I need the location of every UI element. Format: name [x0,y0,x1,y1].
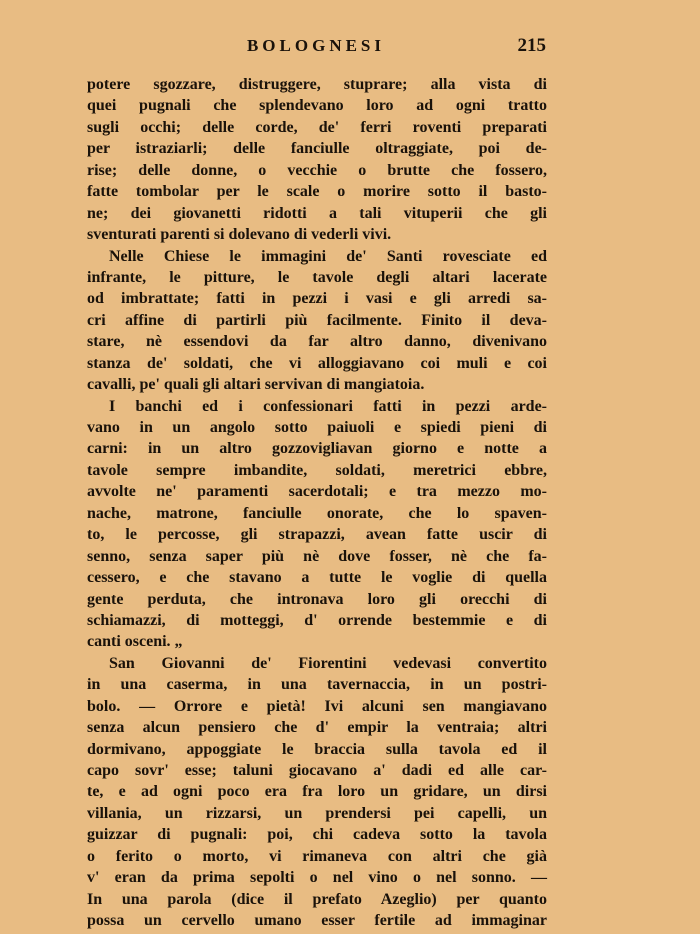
text-line: tavole sempre imbandite, soldati, meretrici ebbre, [87,461,547,479]
text-line: o ferito o morto, vi rimaneva con altri che già [87,847,547,865]
text-line: te, e ad ogni poco era fra loro un gridare, un dirsi [87,783,547,801]
text-line: canti osceni. „ [87,633,183,651]
text-line: avvolte ne' paramenti sacerdotali; e tra mezzo mo- [87,483,547,501]
text-line: stanza de' soldati, che vi alloggiavano coi muli e coi [87,354,547,372]
text-line: fatte tombolar per le scale o morire sotto il basto- [87,183,547,201]
text-line: Nelle Chiese le immagini de' Santi rovesciate ed [109,247,547,265]
text-line: in una caserma, in una tavernaccia, in un postri- [87,676,547,694]
text-line: potere sgozzare, distruggere, stuprare; alla vista di [87,76,547,93]
text-line: rise; delle donne, o vecchie o brutte che fossero, [87,161,547,179]
text-line: quei pugnali che splendevano loro ad ogni tratto [87,97,547,115]
text-line: vano in un angolo sotto paiuoli e spiedi pieni di [87,419,547,436]
body-text [87,74,547,932]
text-line: per istraziarli; delle fanciulle oltraggiate, poi de- [87,140,547,158]
text-line: v' eran da prima sepolti o nel vino o nel sonno. — [87,869,547,887]
text-line: In una parola (dice il prefato Azeglio) per quanto [87,890,547,908]
text-line: to, le percosse, gli strapazzi, avean fatte uscir di [87,526,547,544]
text-line: San Giovanni de' Fiorentini vedevasi convertito [109,654,547,672]
text-line: villania, un rizzarsi, un prendersi pei capelli, un [87,804,547,822]
text-line: capo sovr' esse; taluni giocavano a' dadi ed alle car- [87,762,547,779]
text-line: stare, nè essendovi da far altro danno, divenivano [87,333,547,351]
text-line: sventurati parenti si dolevano di vederli vivi. [87,226,392,244]
running-title: BOLOGNESI [246,36,386,55]
text-line: infrante, le pitture, le tavole degli altari lacerate [87,268,547,286]
text-line: cavalli, pe' quali gli altari servivan di mangiatoia. [87,376,425,394]
text-line: bolo. — Orrore e pietà! Ivi alcuni sen mangiavano [87,697,547,715]
text-line: possa un cervello umano esser fertile ad immaginar [87,912,547,930]
text-line: guizzar di pugnali: poi, chi cadeva sotto la tavola [87,826,547,844]
text-line: ne; dei giovanetti ridotti a tali vituperii che gli [87,204,547,222]
text-line: senno, senza saper più nè dove fosser, nè che fa- [87,547,547,565]
text-line: I banchi ed i confessionari fatti in pezzi arde- [109,397,547,415]
page-number: 215 [517,35,546,56]
running-head [86,34,546,58]
text-line: gente perduta, che intronava loro gli orecchi di [87,590,547,608]
text-line: senza alcun pensiero che d' empir la ventraia; altri [87,719,547,737]
text-line: od imbrattate; fatti in pezzi i vasi e gli arredi sa- [87,290,547,308]
text-line: cessero, e che stavano a tutte le voglie di quella [87,569,547,587]
text-line: schiamazzi, di motteggi, d' orrende bestemmie e di [87,611,547,629]
text-line: carni: in un altro gozzovigliavan giorno e notte a [87,440,547,458]
text-line: dormivano, appoggiate le braccia sulla tavola ed il [87,740,547,758]
text-line: sugli occhi; delle corde, de' ferri roventi preparati [87,118,547,136]
text-line: nache, matrone, fanciulle onorate, che lo spaven- [87,504,547,522]
text-line: cri affine di partirli più facilmente. Finito il deva- [87,311,547,329]
